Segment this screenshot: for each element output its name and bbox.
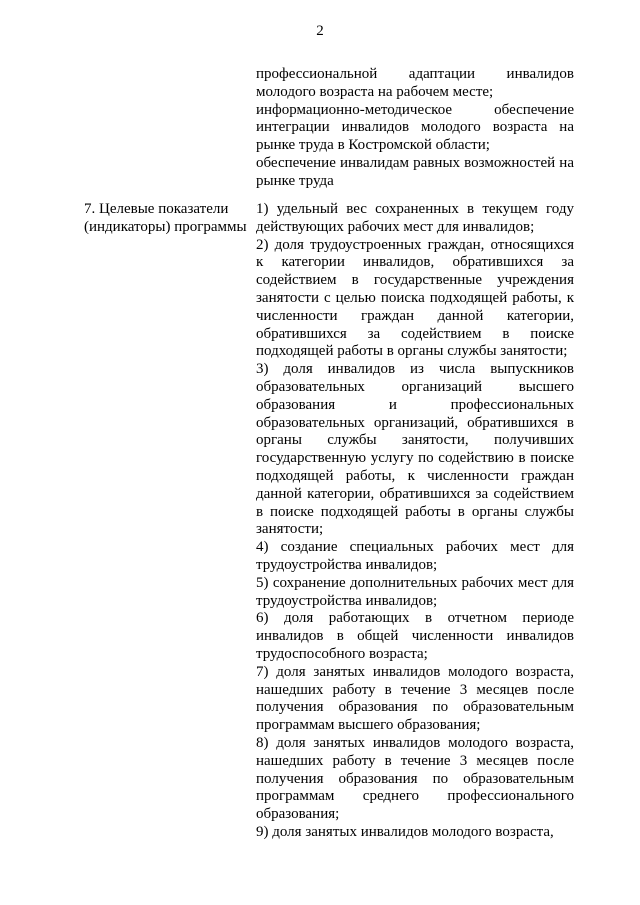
section-7-label: 7. Целевые показатели (индикаторы) программы — [84, 201, 247, 235]
indicator-item: 1) удельный вес сохраненных в текущем году действующих рабочих мест для инвалидов; — [256, 201, 574, 235]
section-7-items — [256, 201, 574, 842]
indicator-item: 3) доля инвалидов из числа выпускников образовательных организаций высшего образования и профессиональных образовательных организаций, обратившихся в органы службы занятости, получивших государственную услугу по содействию в поиске подходящей работы, к численности граждан данной категории, обратившихся за содействием в поиске подходящей работы в органы службы занятости; — [256, 361, 574, 538]
indicator-item: 5) сохранение дополнительных рабочих мест для трудоустройства инвалидов; — [256, 574, 574, 609]
top-text-block — [256, 66, 574, 191]
paragraph: информационно-методическое обеспечение интеграции инвалидов молодого возраста на рынке труда в Костромской области; — [256, 101, 574, 154]
paragraph: обеспечение инвалидам равных возможностей на рынке труда — [256, 154, 574, 189]
indicator-item: 2) доля трудоустроенных граждан, относящихся к категории инвалидов, обратившихся за содействием в государственные учреждения занятости с целью поиска подходящей работы, к численности граждан данной категории, обратившихся за содействием в поиске подходящей работы в органы службы занятости; — [256, 236, 574, 360]
page-number: 2 — [316, 23, 324, 39]
indicator-item: 7) доля занятых инвалидов молодого возраста, нашедших работу в течение 3 месяцев после получения образования по образовательным программам высшего образования; — [256, 663, 574, 734]
indicator-item: 4) создание специальных рабочих мест для трудоустройства инвалидов; — [256, 539, 574, 573]
indicator-item: 6) доля работающих в отчетном периоде инвалидов в общей численности инвалидов трудоспособного возраста; — [256, 610, 574, 662]
indicator-item: 8) доля занятых инвалидов молодого возраста, нашедших работу в течение 3 месяцев после получения образования по образовательным программам среднего профессионального образования; — [256, 734, 574, 823]
paragraph: профессиональной адаптации инвалидов молодого возраста на рабочем месте; — [256, 66, 574, 100]
indicator-item: 9) доля занятых инвалидов молодого возраста, — [256, 823, 554, 840]
